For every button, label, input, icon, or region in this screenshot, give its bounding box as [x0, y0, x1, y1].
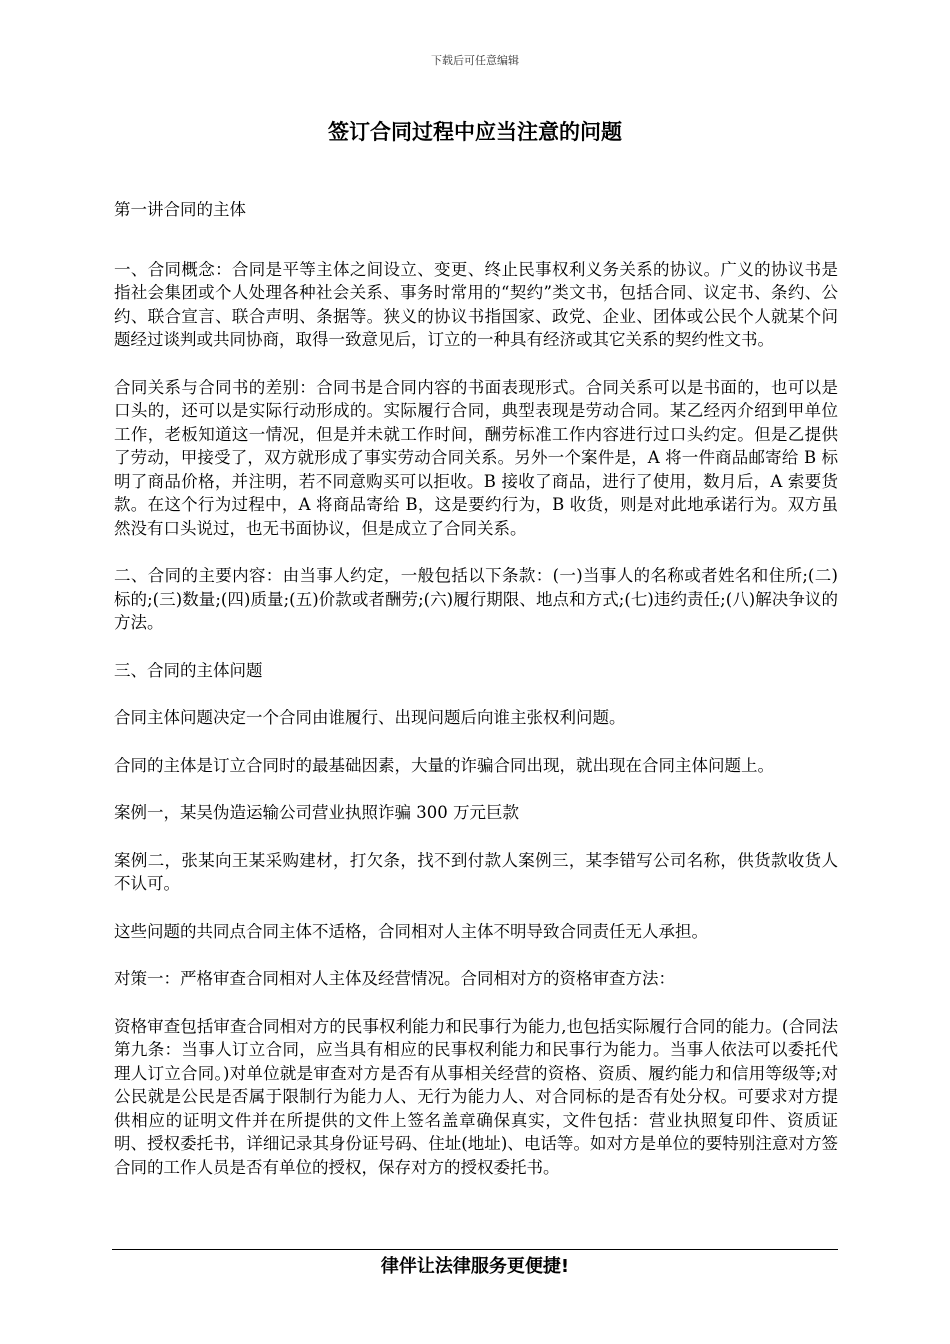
lecture-heading: 第一讲合同的主体 [114, 200, 246, 219]
header-note: 下载后可任意编辑 [431, 54, 519, 67]
document-body [114, 198, 838, 1203]
paragraph-subject-question: 合同主体问题决定一个合同由谁履行、出现问题后向谁主张权利问题。 [114, 708, 626, 727]
paragraph-subject-basis: 合同的主体是订立合同时的最基础因素，大量的诈骗合同出现，就出现在合同主体问题上。 [114, 755, 774, 775]
paragraph-common-point: 这些问题的共同点合同主体不适格，合同相对人主体不明导致合同责任无人承担。 [114, 921, 708, 941]
paragraph-relation-vs-document: 合同关系与合同书的差别：合同书是合同内容的书面表现形式。合同关系可以是书面的，也可以是口头的，还可以是实际行动形成的。实际履行合同，典型表现是劳动合同。某乙经丙介绍到甲单位工作，老板知道这一情况，但是并未就工作时间，酬劳标准工作内容进行过口头约定。但是乙提供了劳动，甲接受了，双方就形成了事实劳动合同关系。另外一个案件是，A 将一件商品邮寄给 B 标明了商品价格，并注明，若不同意购买可以拒收。B 接收了商品，进行了使用，数月后，A 索要货款。在这个行为过程中，A 将商品寄给 B，这是要约行为，B 收货，则是对此地承诺行为。双方虽然没有口头说过，也无书面协议，但是成立了合同关系。 [114, 377, 838, 538]
paragraph-contract-concept: 一、合同概念：合同是平等主体之间设立、变更、终止民事权利义务关系的协议。广义的协议书是指社会集团或个人处理各种社会关系、事务时常用的“契约”类文书，包括合同、议定书、条约、公约、联合宣言、联合声明、条据等。狭义的协议书指国家、政党、企业、团体或公民个人就某个问题经过谈判或共同协商，取得一致意见后，订立的一种具有经济或其它关系的契约性文书。 [114, 259, 838, 349]
paragraph-case-one: 案例一，某吴伪造运输公司营业执照诈骗 300 万元巨款 [114, 803, 519, 822]
paragraph-main-content: 二、合同的主要内容：由当事人约定，一般包括以下条款：(一)当事人的名称或者姓名和住所;(二)标的;(三)数量;(四)质量;(五)价款或者酬劳;(六)履行期限、地点和方式;(七)违约责任;(八)解决争议的方法。 [114, 566, 838, 632]
paragraph-strategy-one: 对策一：严格审查合同相对人主体及经营情况。合同相对方的资格审查方法： [114, 969, 675, 988]
footer-divider [112, 1249, 838, 1250]
footer-slogan: 律伴让法律服务更便捷! [380, 1256, 570, 1277]
paragraph-case-two: 案例二，张某向王某采购建材，打欠条，找不到付款人案例三，某李错写公司名称，供货款收货人不认可。 [114, 850, 838, 893]
document-title: 签订合同过程中应当注意的问题 [328, 120, 622, 144]
paragraph-qualification-review: 资格审查包括审查合同相对方的民事权利能力和民事行为能力,也包括实际履行合同的能力。(合同法第九条：当事人订立合同，应当具有相应的民事权利能力和民事行为能力。当事人依法可以委托代理人订立合同。)对单位就是审查对方是否有从事相关经营的资格、资质、履约能力和信用等级等;对公民就是公民是否属于限制行为能力人、无行为能力人、对合同标的是否有处分权。可要求对方提供相应的证明文件并在所提供的文件上签名盖章确保真实，文件包括：营业执照复印件、资质证明、授权委托书，详细记录其身份证号码、住址(地址)、电话等。如对方是单位的要特别注意对方签合同的工作人员是否有单位的授权，保存对方的授权委托书。 [114, 1016, 838, 1177]
section-heading-subject: 三、合同的主体问题 [114, 660, 263, 680]
